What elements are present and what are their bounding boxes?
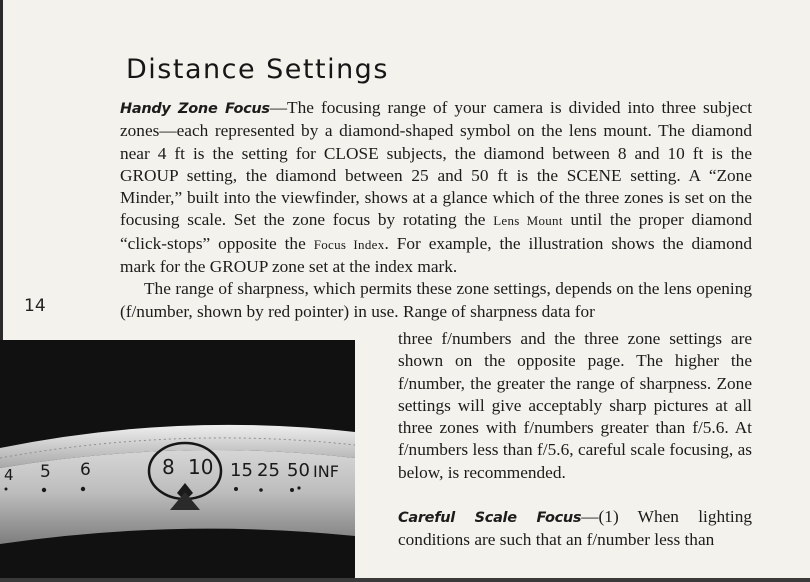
scale-mark-5: 5	[40, 462, 51, 482]
run-in-heading: Handy Zone Focus	[120, 101, 270, 117]
paragraph-fnumbers: three f/numbers and the three zone settings are shown on the opposite page. The higher the f/number, the greater the range of sharpness. Zone settings will give acceptably sharp pictures at all three zones with f/numbers greater than f/5.6. At f/numbers less than f/5.6, careful scale focusing, as below, is recommended.	[398, 329, 752, 482]
scale-mark-8: 8	[162, 455, 175, 479]
scale-mark-10: 10	[188, 455, 214, 479]
scale-mark-6: 6	[80, 460, 91, 480]
focus-index-term: Focus Index	[313, 236, 385, 252]
paragraph-text: . For example, the illustration shows the diamond mark for the GROUP zone set at the index mark.	[120, 233, 752, 277]
page-bottom-edge	[0, 578, 810, 582]
scale-mark-25: 25	[257, 460, 280, 481]
scale-mark-4: 4	[4, 466, 14, 484]
paragraph-handy-zone-focus	[120, 97, 752, 278]
lens-focus-scale-photo	[0, 340, 355, 582]
paragraph-careful-scale-focus	[398, 506, 752, 552]
scale-mark-15: 15	[230, 460, 253, 481]
page-title: Distance Settings	[126, 54, 389, 85]
scale-mark-inf: INF	[313, 462, 339, 481]
paragraph-text: —The focusing range of your camera is divided into three subject zones—each represented by a diamond-shaped symbol on the lens mount. The diamond near 4 ft is the setting for CLOSE subjects, the diamond between 8 and 10 ft is the GROUP setting, the diamond between 25 and 50 ft is the SCENE setting. A “Zone Minder,” built into the viewfinder, shows at a glance which of the three zones is set on the focusing scale. Set the zone focus by rotating the	[120, 98, 752, 230]
scale-mark-50: 50	[287, 460, 310, 481]
paragraph-text: —(1) When lighting conditions are such that an f/number less than	[398, 507, 752, 550]
lens-ring-illustration	[0, 340, 355, 582]
lens-mount-term: Lens Mount	[493, 213, 563, 229]
paragraph-range-of-sharpness: The range of sharpness, which permits these zone settings, depends on the lens opening (f/number, shown by red pointer) in use. Range of sharpness data for	[120, 279, 752, 321]
run-in-heading: Careful Scale Focus	[398, 510, 582, 527]
page-number: 14	[24, 296, 46, 316]
wrapped-text-column	[398, 328, 752, 552]
paragraph-text: until the proper diamond “click-stops” opposite the	[120, 210, 753, 253]
body-text	[120, 97, 752, 323]
